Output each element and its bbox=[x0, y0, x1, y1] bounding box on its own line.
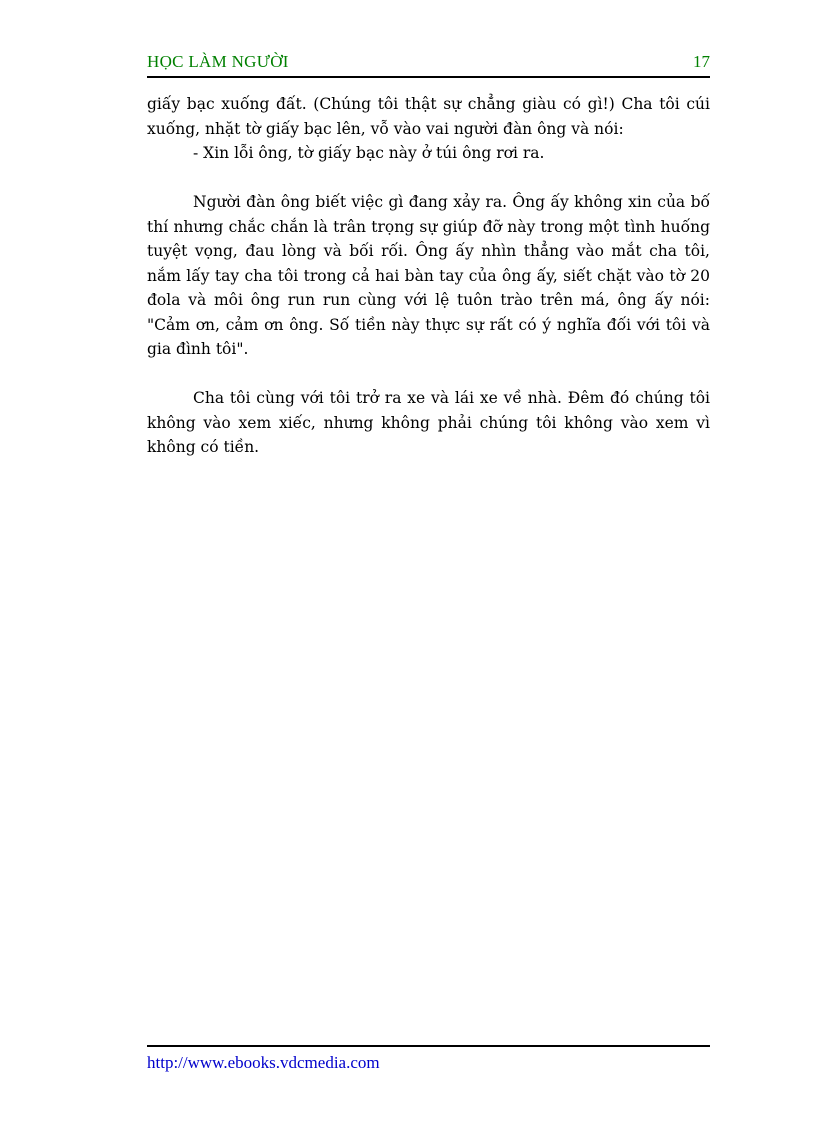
page-number: 17 bbox=[693, 52, 710, 71]
paragraph: Cha tôi cùng với tôi trở ra xe và lái xe về nhà. Đêm đó chúng tôi không vào xem xiếc, nhưng không phải chúng tôi không vào xem vì không có tiền. bbox=[147, 389, 710, 456]
page-body bbox=[147, 92, 710, 460]
dialogue-line: - Xin lỗi ông, tờ giấy bạc này ở túi ông rơi ra. bbox=[193, 144, 545, 162]
book-title: HỌC LÀM NGƯỜI bbox=[147, 52, 289, 71]
page-footer bbox=[147, 1045, 710, 1072]
page-header bbox=[147, 50, 710, 78]
paragraph: Người đàn ông biết việc gì đang xảy ra. Ông ấy không xin của bố thí nhưng chắc chắn là trân trọng sự giúp đỡ này trong một tình huống tuyệt vọng, đau lòng và bối rối. Ông ấy nhìn thẳng vào mắt cha tôi, nắm lấy tay cha tôi trong cả hai bàn tay của ông ấy, siết chặt vào tờ 20 đola và môi ông run run cùng với lệ tuôn trào trên má, ông ấy nói: "Cảm ơn, cảm ơn ông. Số tiền này thực sự rất có ý nghĩa đối với tôi và gia đình tôi". bbox=[147, 193, 710, 358]
paragraph-continuation: giấy bạc xuống đất. (Chúng tôi thật sự chẳng giàu có gì!) Cha tôi cúi xuống, nhặt tờ giấy bạc lên, vỗ vào vai người đàn ông và nói: bbox=[147, 95, 710, 138]
footer-link[interactable]: http://www.ebooks.vdcmedia.com bbox=[147, 1053, 380, 1072]
